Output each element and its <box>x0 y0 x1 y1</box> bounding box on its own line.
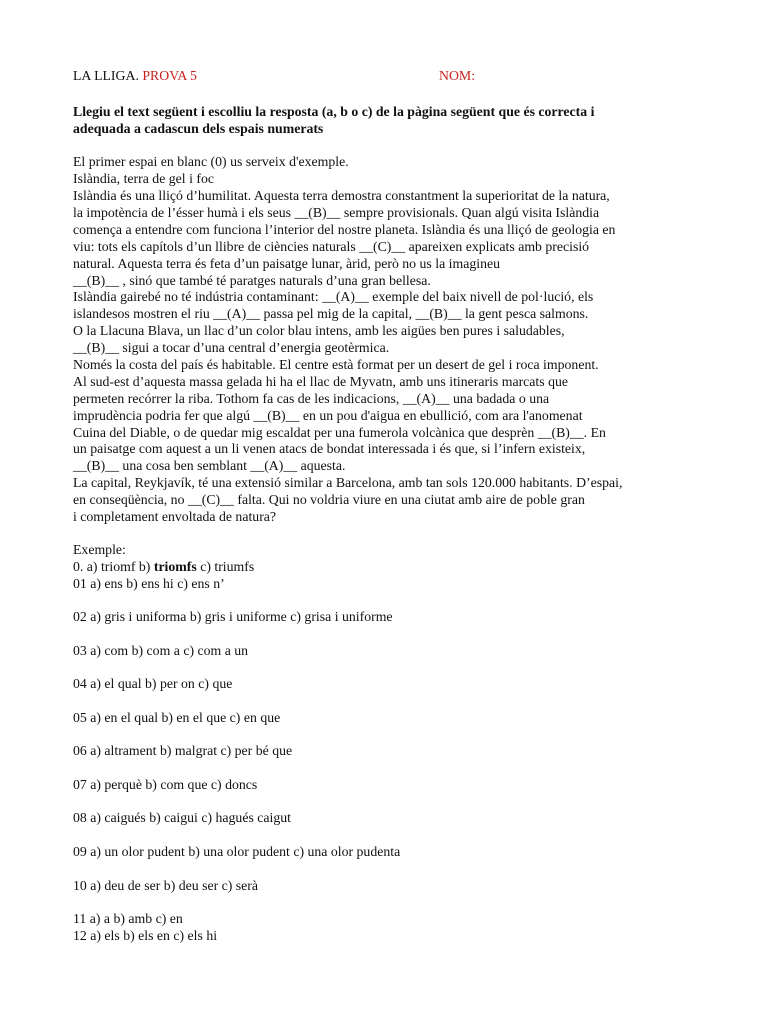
option-item: 02 a) gris i uniforma b) gris i uniforme c) grisa i uniforme <box>73 609 393 624</box>
text-line: Cuina del Diable, o de quedar mig escaldat per una fumerola volcànica que desprèn __(B)__. En <box>73 425 606 440</box>
doc-title: LA LLIGA. <box>73 68 139 83</box>
option-item: 09 a) un olor pudent b) una olor pudent c) una olor pudenta <box>73 844 401 859</box>
option-item: 08 a) caigués b) caigui c) hagués caigut <box>73 810 291 825</box>
header-line <box>73 67 197 84</box>
option-item: 04 a) el qual b) per on c) que <box>73 676 233 691</box>
text-line: imprudència podria fer que algú __(B)__ en un pou d'aigua en ebullició, com ara l'anomenat <box>73 408 583 423</box>
option-item: 06 a) altrament b) malgrat c) per bé que <box>73 743 293 758</box>
text-line: O la Llacuna Blava, un llac d’un color blau intens, amb les aigües ben pures i saludables, <box>73 323 565 338</box>
text-line: Islàndia gairebé no té indústria contaminant: __(A)__ exemple del baix nivell de pol·lució, els <box>73 289 594 304</box>
test-number: PROVA 5 <box>142 68 197 83</box>
text-line: Només la costa del país és habitable. El centre està format per un desert de gel i roca imponent. <box>73 357 599 372</box>
option-item: 05 a) en el qual b) en el que c) en que <box>73 710 281 725</box>
text-line: permeten recórrer la riba. Tothom fa cas de les indicacions, __(A)__ una badada o una <box>73 391 550 406</box>
instructions-line-1: Llegiu el text següent i escolliu la resposta (a, b o c) de la pàgina següent que és correcta i <box>73 104 595 119</box>
text-line: El primer espai en blanc (0) us serveix d'exemple. <box>73 154 349 169</box>
text-line: Al sud-est d’aquesta massa gelada hi ha el llac de Myvatn, amb uns itineraris marcats que <box>73 374 568 389</box>
text-line: i completament envoltada de natura? <box>73 509 277 524</box>
example-label: Exemple: <box>73 542 126 557</box>
option-item: 10 a) deu de ser b) deu ser c) serà <box>73 878 259 893</box>
option-item: 03 a) com b) com a c) com a un <box>73 643 249 658</box>
text-line: __(B)__ una cosa ben semblant __(A)__ aquesta. <box>73 458 346 473</box>
option-item: 11 a) a b) amb c) en <box>73 911 183 926</box>
text-line: Islàndia, terra de gel i foc <box>73 171 214 186</box>
example-answer: triomfs <box>153 559 197 574</box>
text-line: en conseqüència, no __(C)__ falta. Qui no voldria viure en una ciutat amb aire de poble gran <box>73 492 585 507</box>
name-label: NOM: <box>439 68 476 83</box>
instructions-line-2: adequada a cadascun dels espais numerats <box>73 121 324 136</box>
text-line: Islàndia és una lliçó d’humilitat. Aquesta terra demostra constantment la superioritat de la natura, <box>73 188 610 203</box>
text-line: __(B)__ , sinó que també té paratges naturals d’una gran bellesa. <box>73 273 431 288</box>
option-item: 01 a) ens b) ens hi c) ens n’ <box>73 576 225 591</box>
option-item: 12 a) els b) els en c) els hi <box>73 928 218 943</box>
text-line: la impotència de l’ésser humà i els seus __(B)__ sempre provisionals. Quan algú visita Islàndia <box>73 205 600 220</box>
text-line: comença a entendre com funciona l’interior del nostre planeta. Islàndia és una lliçó de geologia en <box>73 222 616 237</box>
text-line: viu: tots els capítols d’un llibre de ciències naturals __(C)__ apareixen explicats amb precisió <box>73 239 590 254</box>
text-line: un paisatge com aquest a un li venen atacs de bondat interessada i és que, si l’infern existeix, <box>73 441 586 456</box>
text-line: islandesos mostren el riu __(A)__ passa pel mig de la capital, __(B)__ la gent pesca salmons. <box>73 306 589 321</box>
option-item: 07 a) perquè b) com que c) doncs <box>73 777 258 792</box>
text-line: La capital, Reykjavík, té una extensió similar a Barcelona, amb tan sols 120.000 habitants. D’espai, <box>73 475 623 490</box>
example-line: 0. a) triomf b) triomfs c) triumfs <box>73 559 255 574</box>
text-line: __(B)__ sigui a tocar d’una central d’energia geotèrmica. <box>73 340 390 355</box>
text-line: natural. Aquesta terra és feta d’un paisatge lunar, àrid, però no us la imagineu <box>73 256 500 271</box>
